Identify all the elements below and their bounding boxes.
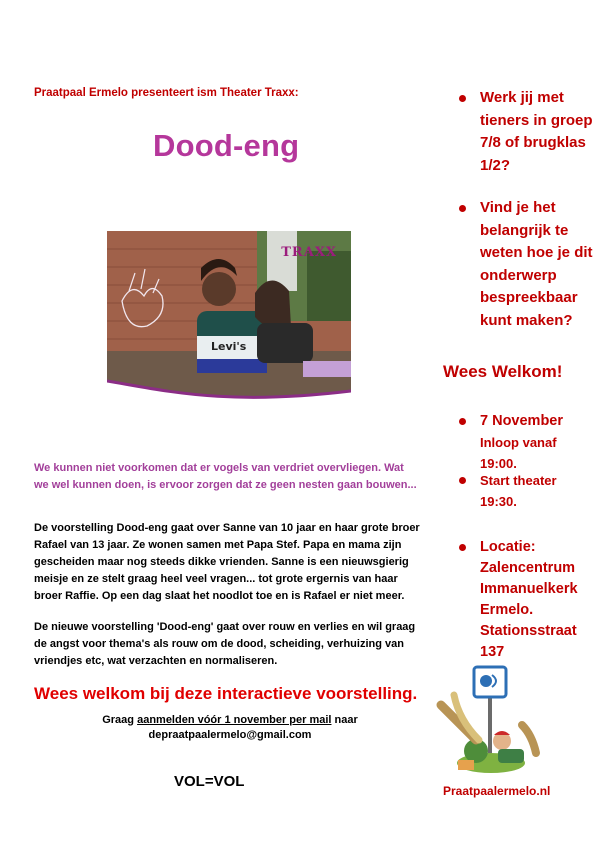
signup-line: [0, 714, 460, 726]
sidebar-welcome: Wees Welkom!: [443, 362, 563, 381]
location-street: Stationsstraat 137: [480, 623, 577, 660]
question-text: Vind je het belangrijk te weten hoe je dit onderwerp bespreekbaar kunt maken?: [480, 199, 593, 329]
event-location: [455, 537, 595, 663]
bullet-icon: [459, 544, 466, 551]
sold-out-note: VOL=VOL: [174, 773, 245, 790]
bullet-icon: [459, 95, 466, 102]
event-date: [455, 411, 595, 474]
doors-open-text: Inloop vanaf 19:00.: [480, 435, 557, 471]
start-text: Start theater 19:30.: [480, 473, 557, 509]
question-teens: [455, 87, 595, 177]
theme-paragraph: De nieuwe voorstelling 'Dood-eng' gaat over rouw en verlies en wil graag de angst voor thema's als rouw om de dood, scheiding, verhuizing van vriendjes etc, wat verzachten en normaliseren.: [34, 621, 416, 667]
theater-photo: [107, 231, 351, 411]
praatpaal-logo: [436, 665, 546, 783]
location-venue: Zalencentrum Immanuelkerk Ermelo.: [480, 560, 578, 618]
bullet-icon: [459, 205, 466, 212]
question-topic: [455, 197, 595, 332]
question-text: Werk jij met tieners in groep 7/8 of brugklas 1/2?: [480, 89, 593, 174]
traxx-watermark: TRAXX: [281, 245, 337, 260]
welcome-heading: Wees welkom bij deze interactieve voorstelling.: [34, 684, 418, 703]
story-paragraph: De voorstelling Dood-eng gaat over Sanne van 10 jaar en haar grote broer Rafael van 13 jaar. Ze wonen samen met Papa Stef. Papa en mama zijn gescheiden maar nog steeds dikke vrienden. Sanne is een nieuwsgierig meisje en ze stelt graag heel veel vragen... tot grote ergernis van haar broer Raffie. Op een dag slaat het noodlot toe en is Rafael er niet meer.: [34, 522, 420, 602]
quote-text: We kunnen niet voorkomen dat er vogels van verdriet overvliegen. Wat we wel kunnen doen, is ervoor zorgen dat ze geen nesten gaan bouwen...: [34, 462, 417, 491]
event-start: [455, 470, 595, 512]
bullet-icon: [459, 477, 466, 484]
signup-deadline: aanmelden vóór 1 november per mail: [137, 714, 332, 726]
svg-text:Levi's: Levi's: [211, 340, 247, 353]
date-text: 7 November: [480, 413, 564, 429]
signup-suffix: naar: [331, 714, 358, 726]
website-link[interactable]: Praatpaalermelo.nl: [443, 784, 551, 798]
page-title: Dood-eng: [153, 128, 300, 163]
signup-email[interactable]: depraatpaalermelo@gmail.com: [148, 729, 312, 741]
presenter-line: Praatpaal Ermelo presenteert ism Theater Traxx:: [34, 87, 299, 99]
bullet-icon: [459, 418, 466, 425]
location-label: Locatie:: [480, 539, 536, 555]
logo-illustration: [436, 665, 546, 783]
signup-prefix: Graag: [102, 714, 138, 726]
